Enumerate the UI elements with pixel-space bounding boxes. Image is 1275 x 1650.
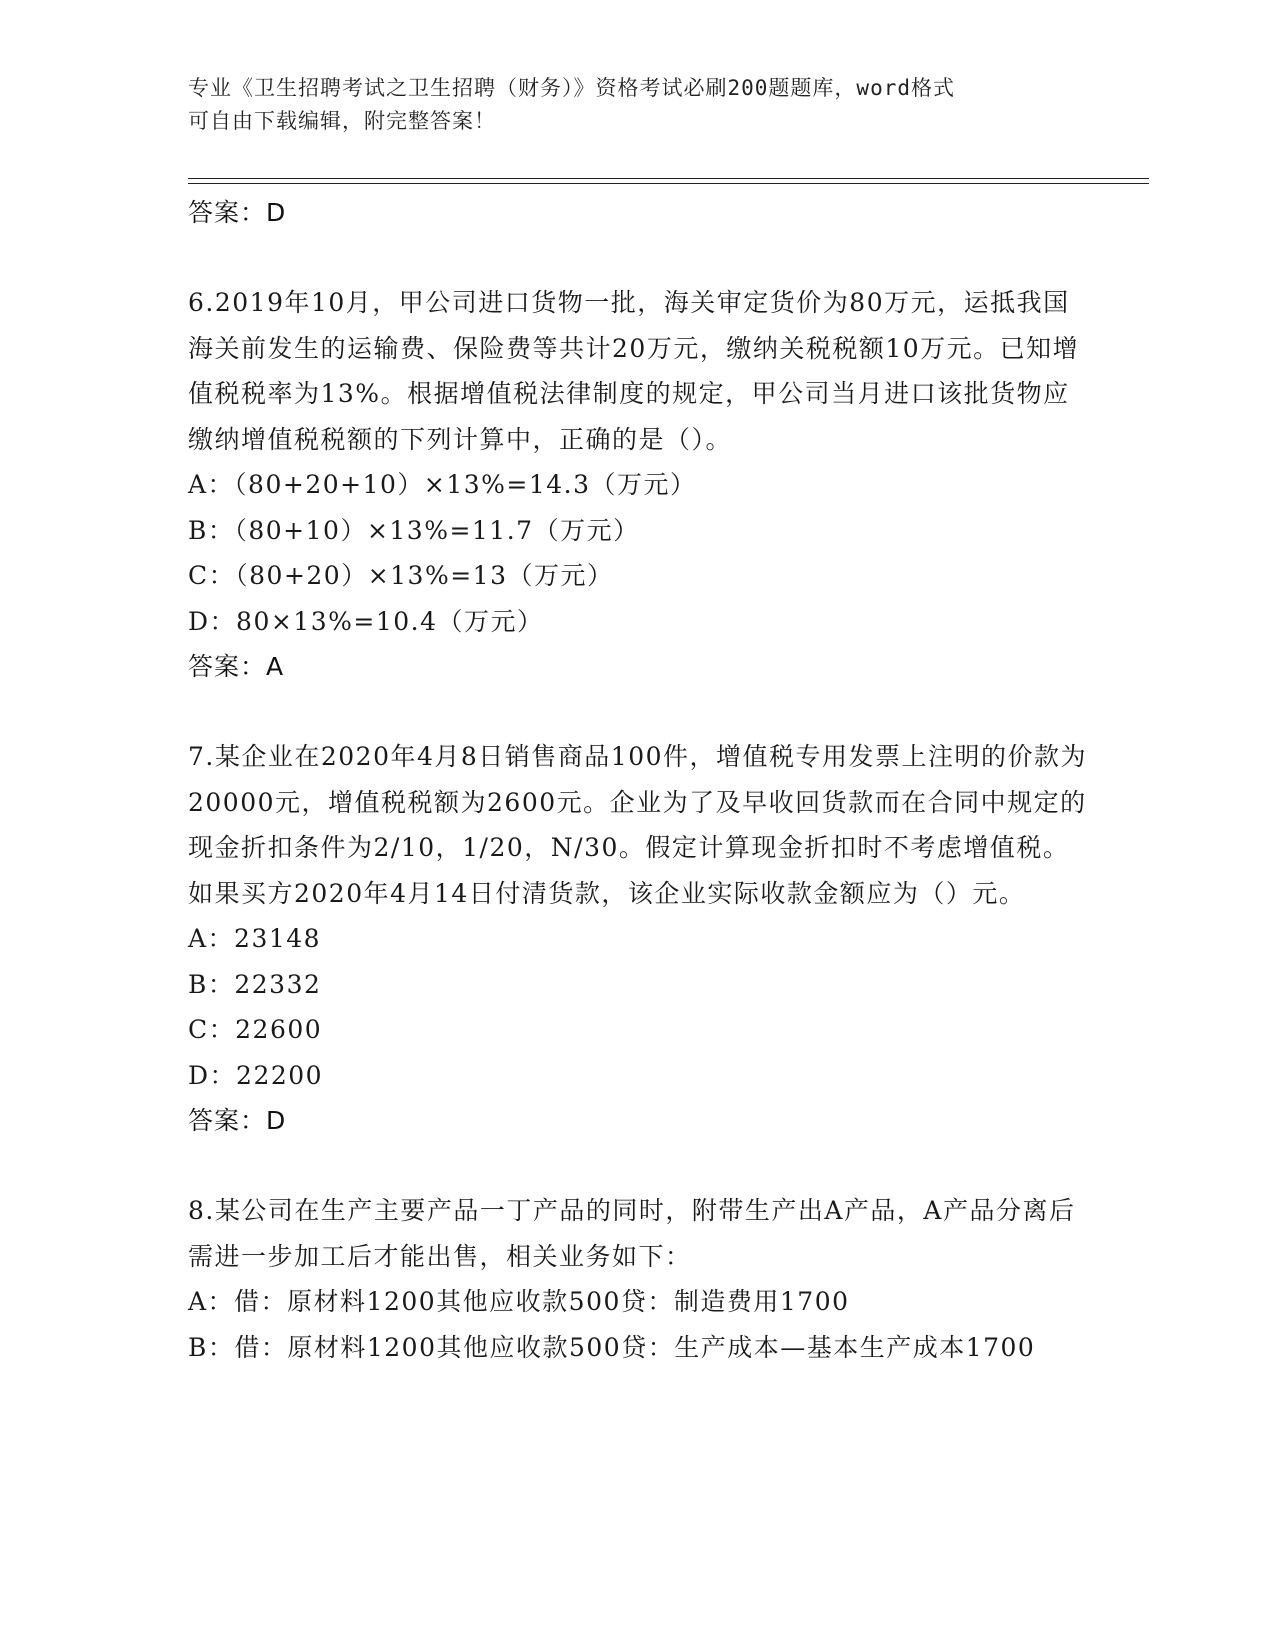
header-line-2: 可自由下载编辑，附完整答案！	[188, 109, 496, 133]
option-c: C：（80+20）×13%=13（万元）	[188, 561, 614, 590]
option-a: A：23148	[188, 924, 322, 953]
answer: 答案：A	[188, 652, 285, 681]
option-d: D：22200	[188, 1060, 324, 1090]
answer: 答案：D	[188, 1106, 287, 1135]
question-6	[188, 280, 1088, 689]
previous-answer: 答案：D	[188, 198, 287, 227]
option-a: A：（80+20+10）×13%=14.3（万元）	[188, 470, 697, 499]
header-divider-bottom	[188, 183, 1149, 184]
question-stem: 7.某企业在2020年4月8日销售商品100件，增值税专用发票上注明的价款为20000元，增值税税额为2600元。企业为了及早收回货款而在合同中规定的现金折扣条件为2/10，1/20，N/30。假定计算现金折扣时不考虑增值税。如果买方2020年4月14日付清货款，该企业实际收款金额应为（）元。	[188, 742, 1088, 908]
question-list	[188, 190, 1088, 1370]
option-b: B：22332	[188, 969, 322, 999]
question-stem: 8.某公司在生产主要产品一丁产品的同时，附带生产出A产品，A产品分离后需进一步加工后才能出售，相关业务如下：	[188, 1196, 1076, 1271]
option-b: B：（80+10）×13%=11.7（万元）	[188, 515, 640, 545]
question-8	[188, 1188, 1088, 1370]
question-stem: 6.2019年10月，甲公司进口货物一批，海关审定货价为80万元，运抵我国海关前发生的运输费、保险费等共计20万元，缴纳关税税额10万元。已知增值税税率为13%。根据增值税法律制度的规定，甲公司当月进口该批货物应缴纳增值税税额的下列计算中，正确的是（）。	[188, 288, 1080, 454]
document-header	[188, 72, 1068, 138]
header-line-1: 专业《卫生招聘考试之卫生招聘（财务）》资格考试必刷200题题库，word格式	[188, 76, 955, 100]
header-divider-top	[188, 178, 1149, 179]
option-d: D：80×13%=10.4（万元）	[188, 606, 544, 636]
option-c: C：22600	[188, 1015, 323, 1044]
option-a: A：借：原材料1200其他应收款500贷：制造费用1700	[188, 1287, 850, 1316]
option-b: B：借：原材料1200其他应收款500贷：生产成本—基本生产成本1700	[188, 1332, 1036, 1362]
question-7	[188, 734, 1088, 1143]
